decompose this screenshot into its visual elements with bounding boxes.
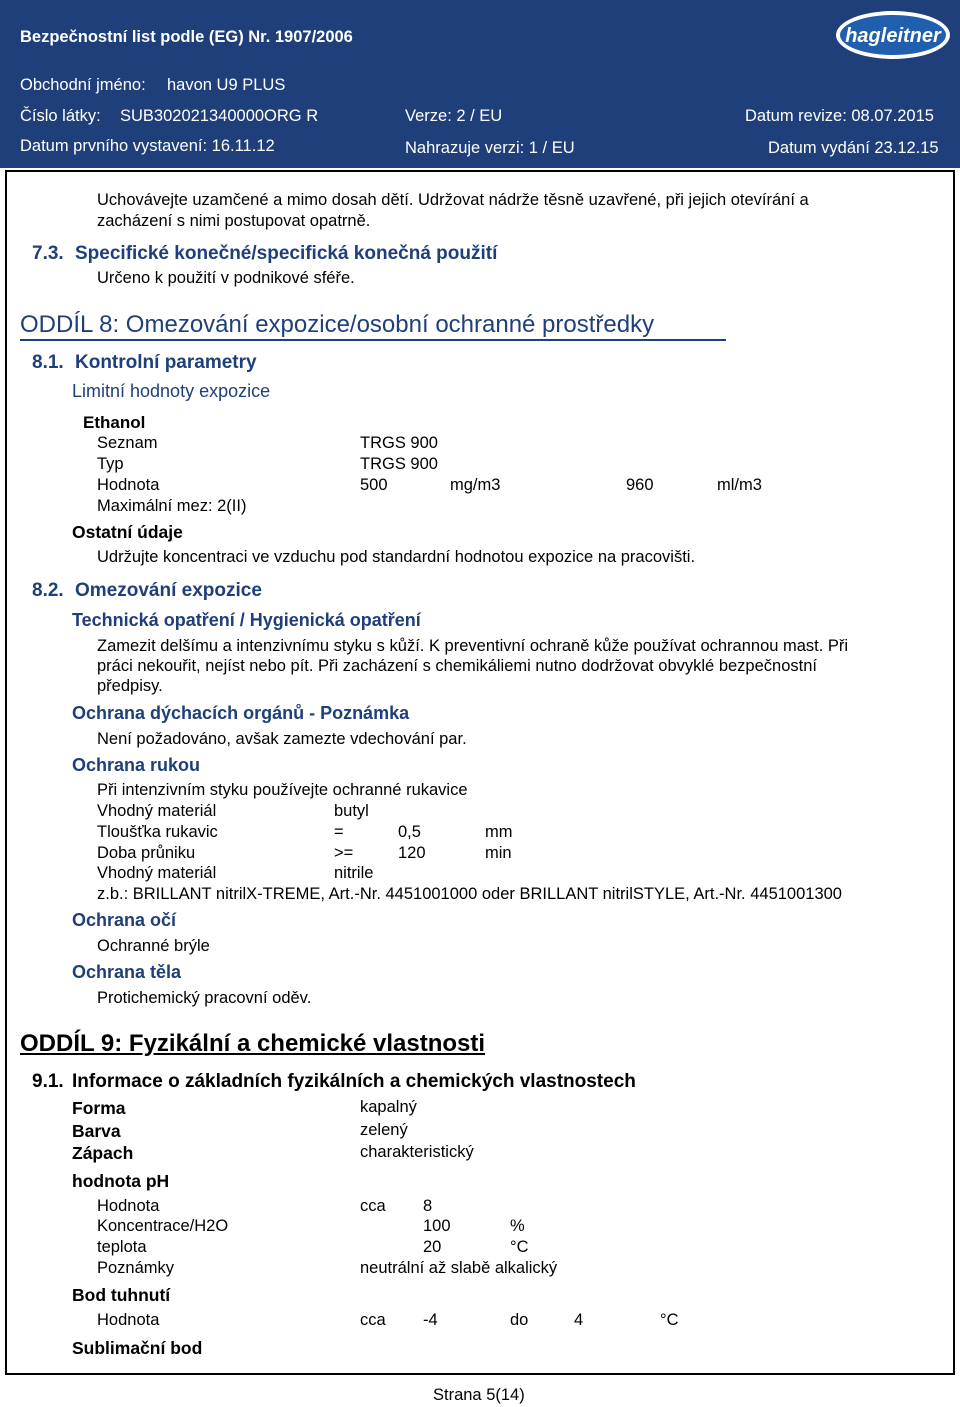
replaces-version: Nahrazuje verzi: 1 / EU bbox=[405, 139, 575, 157]
prop-value: kapalný bbox=[360, 1098, 417, 1116]
trade-name-label: Obchodní jméno: bbox=[20, 76, 146, 94]
hand-note: z.b.: BRILLANT nitrilX-TREME, Art.-Nr. 4451001000 oder BRILLANT nitrilSTYLE, Art.-Nr. 4451001300 bbox=[97, 885, 842, 903]
pour-unit: °C bbox=[660, 1311, 679, 1329]
s73-text: Určeno k použití v podnikové sféře. bbox=[97, 269, 355, 287]
s91-number: 9.1. bbox=[32, 1071, 64, 1092]
ph-row-c: % bbox=[510, 1217, 525, 1235]
limit-value-2: 960 bbox=[626, 476, 654, 494]
eye-text: Ochranné brýle bbox=[97, 937, 210, 955]
limit-value-1: 500 bbox=[360, 476, 388, 494]
prop-value: zelený bbox=[360, 1121, 408, 1139]
svg-text:hagleitner: hagleitner bbox=[845, 25, 941, 47]
intro-line-1: Uchovávejte uzamčené a mimo dosah dětí. Udržovat nádrže těsně uzavřené, při jejich otevírání a bbox=[97, 191, 809, 209]
body-text: Protichemický pracovní oděv. bbox=[97, 989, 312, 1007]
hand-row-label: Vhodný materiál bbox=[97, 864, 217, 882]
ph-note: neutrální až slabě alkalický bbox=[360, 1259, 558, 1277]
limits-title: Limitní hodnoty expozice bbox=[72, 381, 271, 401]
hand-row-label: Tloušťka rukavic bbox=[97, 823, 218, 841]
limit-unit-1: mg/m3 bbox=[450, 476, 501, 494]
resp-text: Není požadováno, avšak zamezte vdechování par. bbox=[97, 730, 467, 748]
ph-row-label: Hodnota bbox=[97, 1197, 160, 1215]
prop-label: Zápach bbox=[72, 1143, 134, 1163]
tech-line-1: Zamezit delšímu a intenzivnímu styku s kůží. K preventivní ochraně kůže používat ochrannou mast. Při bbox=[97, 637, 849, 655]
substance-number: SUB302021340000ORG R bbox=[120, 107, 319, 125]
pour-label: Hodnota bbox=[97, 1311, 160, 1329]
s82-number: 8.2. bbox=[32, 580, 64, 601]
ph-row-b: 8 bbox=[423, 1197, 433, 1215]
s73-number: 7.3. bbox=[32, 243, 64, 264]
hand-row-unit: min bbox=[485, 844, 512, 862]
trade-name: havon U9 PLUS bbox=[167, 76, 286, 94]
section9-title: ODDÍL 9: Fyzikální a chemické vlastnosti bbox=[20, 1030, 486, 1057]
ph-title: hodnota pH bbox=[72, 1171, 170, 1191]
ph-row-c: °C bbox=[510, 1238, 529, 1256]
hand-row-op: = bbox=[334, 823, 344, 841]
prop-label: Barva bbox=[72, 1121, 121, 1141]
hand-row-op: >= bbox=[334, 844, 354, 862]
tech-title: Technická opatření / Hygienická opatření bbox=[72, 610, 421, 630]
ph-row-b: 100 bbox=[423, 1217, 451, 1235]
ph-note-label: Poznámky bbox=[97, 1259, 175, 1277]
issue-date: Datum vydání 23.12.15 bbox=[768, 139, 939, 157]
limit-value-label: Hodnota bbox=[97, 476, 160, 494]
hand-row-op: butyl bbox=[334, 802, 369, 820]
prop-label: Forma bbox=[72, 1098, 126, 1118]
hand-title: Ochrana rukou bbox=[72, 755, 201, 775]
doc-title: Bezpečnostní list podle (EG) Nr. 1907/2006 bbox=[20, 28, 353, 46]
hand-row-label: Doba průniku bbox=[97, 844, 196, 862]
hand-row-value: 120 bbox=[398, 844, 426, 862]
pour-to: 4 bbox=[574, 1311, 584, 1329]
max-limit: Maximální mez: 2(II) bbox=[97, 497, 247, 515]
limit-unit-2: ml/m3 bbox=[717, 476, 762, 494]
pour-to-word: do bbox=[510, 1311, 529, 1329]
s73-title: Specifické konečné/specifická konečná použití bbox=[75, 243, 498, 264]
limit-row-label: Seznam bbox=[97, 434, 158, 452]
limit-row-value: TRGS 900 bbox=[360, 434, 438, 452]
section8-title: ODDÍL 8: Omezování expozice/osobní ochranné prostředky bbox=[20, 311, 655, 338]
prop-value: charakteristický bbox=[360, 1143, 474, 1161]
pour-approx: cca bbox=[360, 1311, 386, 1329]
sublimation-title: Sublimační bod bbox=[72, 1338, 203, 1358]
ph-row-a: cca bbox=[360, 1197, 386, 1215]
substance-name: Ethanol bbox=[83, 413, 146, 432]
ph-row-label: teplota bbox=[97, 1238, 147, 1256]
hand-row-unit: mm bbox=[485, 823, 513, 841]
version: Verze: 2 / EU bbox=[405, 107, 503, 125]
resp-title: Ochrana dýchacích orgánů - Poznámka bbox=[72, 703, 410, 723]
page-number: Strana 5(14) bbox=[433, 1386, 525, 1404]
tech-line-3: předpisy. bbox=[97, 677, 163, 695]
s81-number: 8.1. bbox=[32, 352, 64, 373]
revision-date: Datum revize: 08.07.2015 bbox=[745, 107, 934, 125]
hand-row-label: Vhodný materiál bbox=[97, 802, 217, 820]
other-text: Udržujte koncentraci ve vzduchu pod standardní hodnotou expozice na pracovišti. bbox=[97, 548, 696, 566]
s82-title: Omezování expozice bbox=[75, 580, 262, 601]
ph-row-b: 20 bbox=[423, 1238, 442, 1256]
hand-row-value: 0,5 bbox=[398, 823, 421, 841]
hand-row-op: nitrile bbox=[334, 864, 374, 882]
other-title: Ostatní údaje bbox=[72, 522, 183, 542]
pour-title: Bod tuhnutí bbox=[72, 1285, 171, 1305]
first-issue-date: Datum prvního vystavení: 16.11.12 bbox=[20, 137, 275, 155]
tech-line-2: práci nekouřit, nejíst nebo pít. Při zacházení s chemikáliemi nutno dodržovat obvyklé bezpečnostní bbox=[97, 657, 817, 675]
limit-row-value: TRGS 900 bbox=[360, 455, 438, 473]
section8-underline bbox=[20, 339, 726, 341]
limit-row-label: Typ bbox=[97, 455, 124, 473]
hand-intro: Při intenzivním styku používejte ochranné rukavice bbox=[97, 781, 468, 799]
body-title: Ochrana těla bbox=[72, 962, 182, 982]
substance-label: Číslo látky: bbox=[20, 107, 101, 125]
hagleitner-logo bbox=[834, 8, 952, 62]
ph-row-label: Koncentrace/H2O bbox=[97, 1217, 229, 1235]
intro-line-2: zacházení s nimi postupovat opatrně. bbox=[97, 212, 371, 230]
pour-from: -4 bbox=[423, 1311, 438, 1329]
s81-title: Kontrolní parametry bbox=[75, 352, 257, 373]
s91-title: Informace o základních fyzikálních a chemických vlastnostech bbox=[72, 1071, 636, 1092]
eye-title: Ochrana očí bbox=[72, 910, 177, 930]
